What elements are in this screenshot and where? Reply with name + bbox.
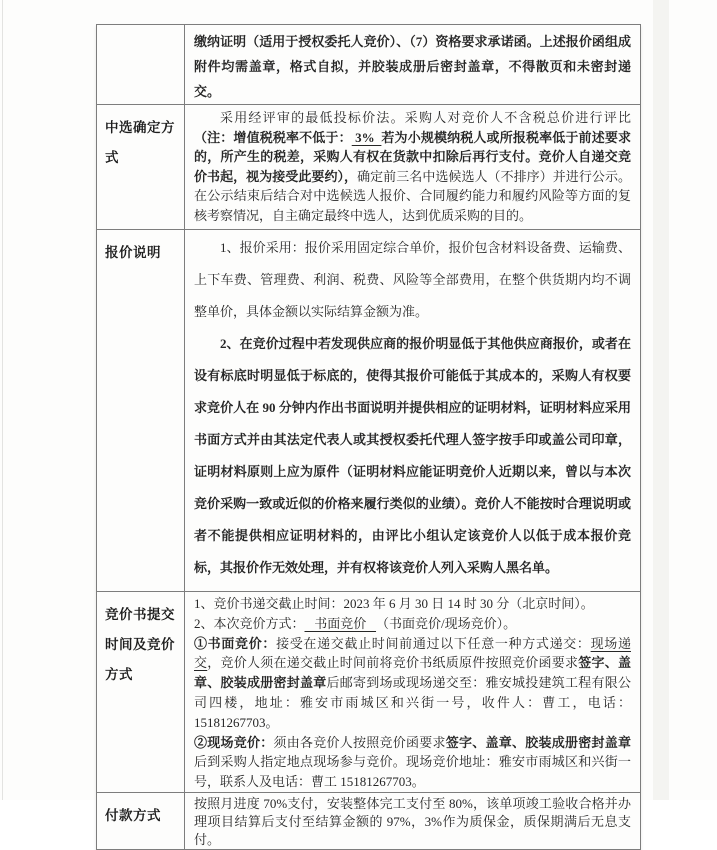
text-segment: 3% [351,129,382,145]
text-segment: ，竞价人须在递交截止时间前将竞价书纸质原件按照竞价函要求 [207,655,579,671]
text-segment: （书面竞价/现场竞价）。 [376,615,517,631]
text-segment: ②现场竞价： [194,734,274,750]
scan-edge-artifact [2,0,3,800]
text-segment: 按照月进度 70%支付，安装整体完工支付至 80%，该单项竣工验收合格并办理项目结算后支付至结算金额的 97%，3%作为质保金，质保期满后无息支付。 [194,795,631,847]
table-row [97,592,641,793]
table-row [97,230,641,592]
paragraph [194,29,631,104]
text-segment: 确定前三名中选候选人（不排序）并进行公示。在公示结束后结合对中选候选人报价、合同履约能力和履约风险等方面的复核考察情况，自主确定最终中选人，达到优质采购的目的。 [194,168,631,223]
row-label: 付款方式 [105,807,161,823]
row-content-cell [185,105,641,230]
row-label-cell [97,230,185,592]
paragraph [194,328,631,584]
paragraph [194,795,631,849]
row-label: 报价说明 [105,245,161,260]
paragraph [194,232,631,328]
text-segment: 现场递交 [194,635,631,671]
text-segment: 接受在递交截止时间前通过以下任意一种方式递交： [276,635,591,651]
text-segment: 签字、盖章、胶装成册密封盖章 [445,734,631,750]
table-row [97,105,641,230]
text-segment: 后邮寄到场或现场递交至：雅安城投建筑工程有限公司四楼，地址：雅安市雨城区和兴街一号，收件人：曹工，电话：15181267703。 [194,675,631,730]
text-segment: 若为小规模纳税人或所报税率低于前述要求的，所产生的税差，采购人有权在货款中扣除后再行支付。竞价人自递交竞价书起，视为接受此要约）， [194,129,631,184]
text-segment: （注：增值税税率不低于： [194,129,352,145]
paragraph [194,614,631,634]
row-content-cell [185,592,641,793]
text-segment: 1、竞价书递交截止时间：2023 年 6 月 30 日 14 时 30 分（北京时间）。 [194,596,594,611]
procurement-terms-table [96,24,641,850]
text-segment: 缴纳证明（适用于授权委托人竞价）、（7）资格要求承诺函。上述报价函组成附件均需盖章，格式自拟，并胶装成册后密封盖章，不得散页和未密封递交。 [194,34,631,99]
text-segment: 1、报价采用：报价采用固定综合单价，报价包含材料设备费、运输费、上下车费、管理费、利润、税费、风险等全部费用，在整个供货期内均不调整单价，具体金额以实际结算金额为准。 [194,240,631,319]
paragraph [194,733,631,792]
row-content-cell [185,25,641,105]
row-label-cell [97,25,185,105]
row-label-cell [97,592,185,793]
text-segment: 采用经评审的最低投标价法。采购人对竞价人不含税总价进行评比 [220,110,631,125]
row-label-cell [97,105,185,230]
text-segment: 2、在竞价过程中若发现供应商的报价明显低于其他供应商报价，或者在设有标底时明显低于标底的，使得其报价可能低于其成本的，采购人有权要求竞价人在 90 分钟内作出书面说明并提供相应的证明材料，证明材料应采用书面方式并由其法定代表人或其授权委托代理人签字按手印或盖公司印章，证明材料原则上应为原件（证明材料应能证明竞价人近期以来，曾以与本次竞价采购一致或近似的价格来履行类似的业绩）。竞价人不能按时合理说明或者不能提供相应证明材料的，由评比小组认定该竞价人以低于成本报价竞标，其报价作无效处理，并有权将该竞价人列入采购人黑名单。 [194,336,631,575]
table-row [97,25,641,105]
text-segment: 2、本次竞价方式： [194,615,305,631]
row-label: 竞价书提交时间及竞价方式 [105,607,175,682]
text-segment: 书面竞价 [304,615,377,631]
scan-shadow-artifact [653,0,669,800]
row-label-cell [97,792,185,849]
paragraph [194,594,631,614]
text-segment: 签字、盖章、胶装成册密封盖章 [194,655,631,691]
table-row [97,792,641,849]
row-content-cell [185,792,641,849]
paragraph [194,634,631,733]
row-content-cell [185,230,641,592]
paragraph [194,108,631,225]
text-segment: ①书面竞价： [194,635,277,651]
row-label: 中选确定方式 [105,120,175,165]
text-segment: 后到采购人指定地点现场参与竞价。现场竞价地址：雅安市雨城区和兴街一号，联系人及电话：曹工 15181267703。 [194,754,631,790]
text-segment: 须由各竞价人按照竞价函要求 [273,734,446,750]
